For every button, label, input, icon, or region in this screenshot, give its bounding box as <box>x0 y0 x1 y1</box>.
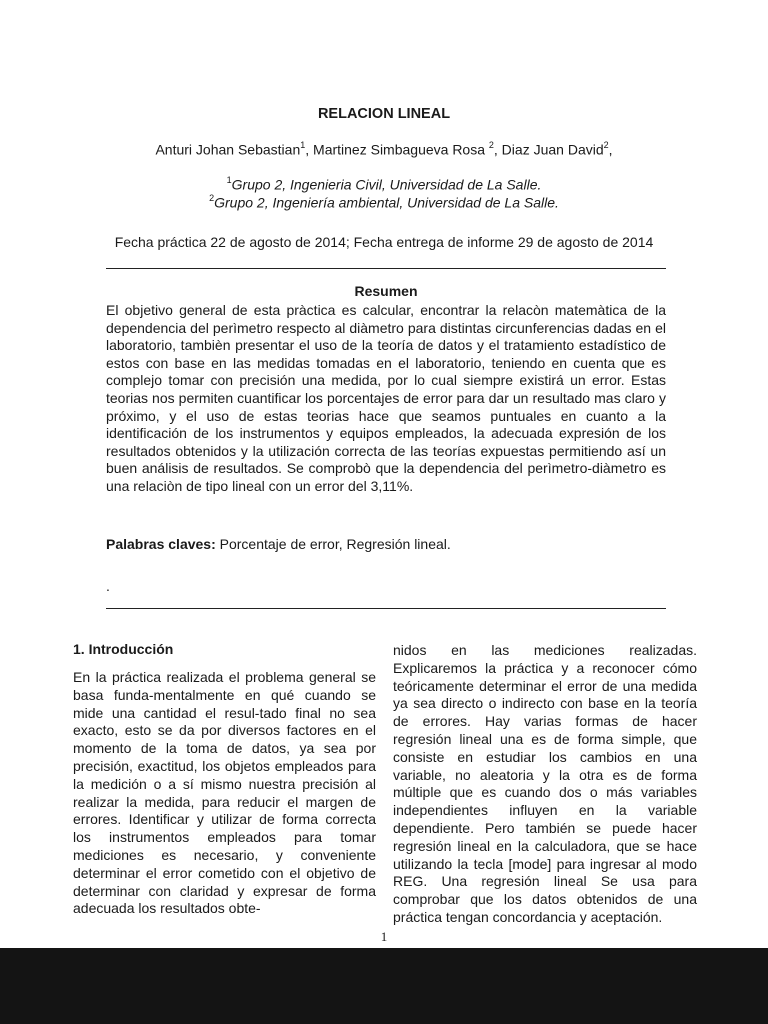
paper-title: RELACION LINEAL <box>317 106 451 122</box>
keywords-text: Porcentaje de error, Regresión lineal. <box>215 536 451 552</box>
author-list <box>0 141 768 158</box>
affiliation-superscript: 2 <box>209 193 215 203</box>
viewer-bottom-band <box>0 948 768 1024</box>
keywords <box>106 536 666 552</box>
abstract-text: El objetivo general de esta pràctica es calcular, encontrar la relacòn matemàtica de la dependencia del perìmetro respecto al diàmetro para distintas circunferencias dadas en el laboratorio, tambièn presentar el uso de la teoría de datos y el tratamiento estadístico de estos con base en las medidas tomadas en el laboratorio, teniendo en cuenta que es complejo tomar con precisión una medida, por lo cual siempre existirá un error. Estas teorias nos permiten cuantificar los porcentajes de error para dar un resultado mas claro y próximo, y el uso de estas teorias hace que seamos puntuales en cuanto a la identificación de los instrumentos y equipos empleados, la adecuada expresión de los resultados obtenidos y la utilización correcta de las teorías expuestas permitiendo así un buen análisis de resultados. Se comprobò que la dependencia del perìmetro-diàmetro es una relaciòn de tipo lineal con un error del 3,11%. <box>106 302 666 494</box>
affiliation-1 <box>0 176 768 193</box>
body-column-right: nidos en las mediciones realizadas. Explicaremos la práctica y a reconocer cómo teóricamente determinar el error de una medida ya sea directo o indirecto con base en la teoría de errores. Hay varias formas de hacer regresión lineal una es de forma simple, que consiste en estudiar los cambios en una variable, no aleatoria y la otra es de forma múltiple que es cuando dos o más variables independientes influyen en la variable dependiente. Pero también se puede hacer regresión lineal en la calculadora, que se hace utilizando la tecla [mode] para ingresar al modo REG. Una regresión lineal Se usa para comprobar que los datos obtenidos de una práctica tengan concordancia y aceptación. <box>393 642 697 925</box>
author-name: Anturi Johan Sebastian <box>155 141 301 158</box>
author-name: , Martinez Simbagueva Rosa <box>305 141 489 158</box>
author-superscript: 2 <box>488 140 494 150</box>
abstract-title: Resumen <box>354 283 418 299</box>
page-number: 1 <box>380 929 388 944</box>
author-superscript: 2 <box>603 140 609 150</box>
affiliation-2 <box>0 194 768 211</box>
divider-top <box>106 268 666 269</box>
stray-dot: . <box>106 578 110 594</box>
author-name: , Diaz Juan David <box>493 141 604 158</box>
divider-bottom <box>106 608 666 609</box>
affiliation-text: Grupo 2, Ingenieria Civil, Universidad de La Salle. <box>231 176 542 193</box>
affiliation-superscript: 1 <box>226 175 232 185</box>
section-title: 1. Introducción <box>73 641 174 657</box>
body-column-left: En la práctica realizada el problema general se basa funda-mentalmente en qué cuando se mide una cantidad el resul-tado final no sea exacto, esto se da por diversos factores en el momento de la toma de datos, ya sea por precisión, exactitud, los objetos empleados para la medición o a sí mismo nuestra precisión al realizar la medida, para reducir el margen de errores. Identificar y utilizar de forma correcta los instrumentos empleados para tomar mediciones es necesario, y conveniente determinar el error cometido con el objetivo de determinar con claridad y expresar de forma adecuada los resultados obte- <box>73 669 376 917</box>
affiliation-text: Grupo 2, Ingeniería ambiental, Universidad de La Salle. <box>214 194 559 211</box>
dates-line: Fecha práctica 22 de agosto de 2014; Fecha entrega de informe 29 de agosto de 2014 <box>114 234 654 250</box>
keywords-label: Palabras claves: <box>106 536 216 552</box>
author-superscript: 1 <box>300 140 306 150</box>
author-list-tail: , <box>608 141 613 158</box>
